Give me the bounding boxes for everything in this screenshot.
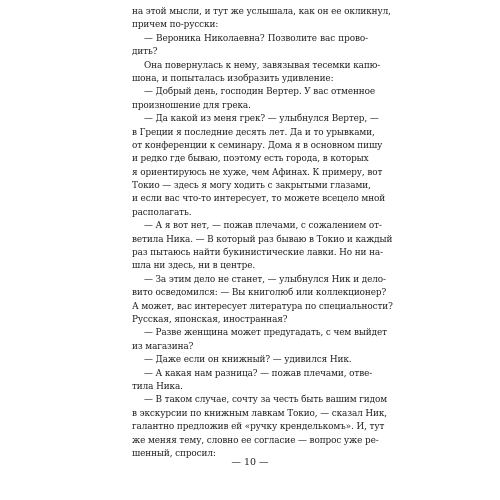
text-line: шенный, спросил: <box>132 448 216 459</box>
page-number: — 10 — <box>231 457 269 468</box>
text-line: от конференции к семинару. Дома я в основном пишу <box>132 140 383 151</box>
text-line: я ориентируюсь не хуже, чем Афинах. К примеру, вот <box>132 167 383 178</box>
text-line: на этой мысли, и тут же услышала, как он ее окликнул, <box>132 7 391 17</box>
text-line: — За этим дело не станет, — улыбнулся Ник и дело- <box>144 274 386 285</box>
text-line: и редко где бываю, поэтому есть города, в которых <box>132 154 369 165</box>
text-line: тила Ника. <box>132 381 183 392</box>
text-line: шла ни здесь, ни в центре. <box>132 261 256 272</box>
text-line: располагать. <box>132 207 192 218</box>
text-line: — Добрый день, господин Вертер. У вас отменное <box>144 87 376 98</box>
text-line: галантно предложив ей «ручку кренделькомъ». И, тут <box>132 422 385 433</box>
text-line: — А какая нам разница? — пожав плечами, отве- <box>144 368 373 379</box>
text-line: из магазина? <box>132 341 194 352</box>
text-line: Она повернулась к нему, завязывая тесемки капю- <box>144 60 381 71</box>
text-line: — В таком случае, сочту за честь быть вашим гидом <box>144 395 388 406</box>
text-line: произношение для грека. <box>132 100 251 111</box>
text-line: в Греции я последние десять лет. Да и то урывками, <box>132 127 375 138</box>
text-line: и если вас что-то интересует, то можете всецело мной <box>132 194 386 205</box>
text-line: А может, вас интересует литература по специальности? <box>132 301 393 312</box>
text-line: причем по-русски: <box>132 20 219 31</box>
text-line: ветила Ника. — В который раз бываю в Токио и каждый <box>132 234 393 245</box>
text-line: Русская, японская, иностранная? <box>132 314 288 325</box>
text-line: Токио — здесь я могу ходить с закрытыми глазами, <box>132 181 371 192</box>
body-text <box>132 6 393 461</box>
text-line: же меняя тему, словно ее согласие — вопрос уже ре- <box>132 435 379 446</box>
text-line: шона, и попыталась изобразить удивление: <box>132 73 334 84</box>
text-line: — А я вот нет, — пожав плечами, с сожалением от- <box>144 221 382 232</box>
text-line: — Вероника Николаевна? Позволите вас прово- <box>144 33 368 44</box>
text-line: раз пытаюсь найти букинистические лавки. Но ни на- <box>132 248 384 259</box>
text-line: дить? <box>132 47 158 58</box>
text-line: вито осведомился: — Вы книголюб или коллекционер? <box>132 288 387 299</box>
text-line: — Разве женщина может предугадать, с чем выйдет <box>144 328 387 339</box>
text-line: — Даже если он книжный? — удивился Ник. <box>144 355 352 366</box>
text-line: в экскурсии по книжным лавкам Токио, — сказал Ник, <box>132 408 388 419</box>
text-line: — Да какой из меня грек? — улыбнулся Вертер, — <box>144 114 379 125</box>
